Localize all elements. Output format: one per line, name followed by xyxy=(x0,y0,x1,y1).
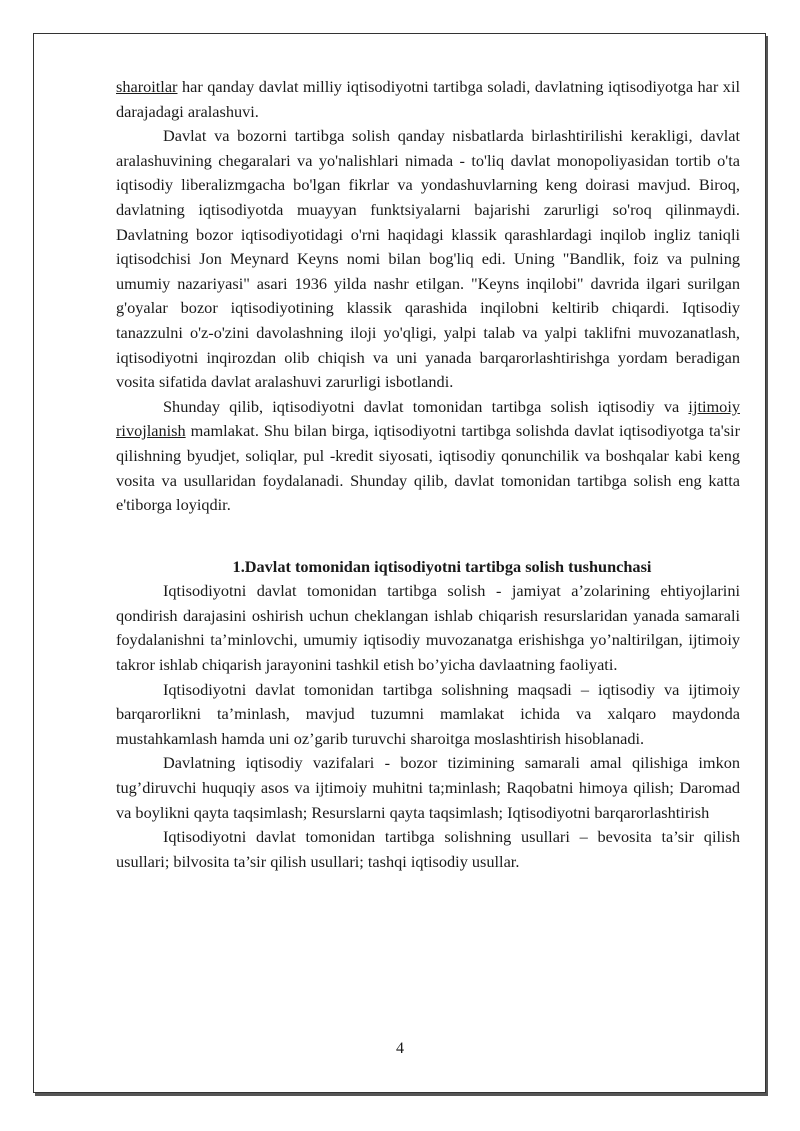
paragraph-1 xyxy=(116,75,740,124)
paragraph-3-text-before: Shunday qilib, iqtisodiyotni davlat tomonidan tartibga solish iqtisodiy va xyxy=(163,396,689,416)
paragraph-3-text-after: mamlakat. Shu bilan birga, iqtisodiyotni tartibga solishda davlat iqtisodiyotga ta'sir qilishning byudjet, soliqlar, pul -kredit siyosati, iqtisodiy qonunchilik va boshqalar kabi keng vosita va usullaridan foydalanadi. Shunday qilib, davlat tomonidan tartibga solish eng katta e'tiborga loyiqdir. xyxy=(116,421,740,515)
page-number: 4 xyxy=(396,1040,404,1057)
document-body xyxy=(116,75,740,874)
paragraph-1-text: har qanday davlat milliy iqtisodiyotni tartibga soladi, davlatning iqtisodiyotga har xil darajadagi aralashuvi. xyxy=(116,77,740,121)
paragraph-4: Iqtisodiyotni davlat tomonidan tartibga solish - jamiyat a’zolarining ehtiyojlarini qondirish darajasini oshirish uchun cheklangan ishlab chiqarish resurslaridan yanada samarali foydalanishni ta’minlovchi, umumiy iqtisodiy muvozanatga erishishga yo’naltirilgan, ijtimoiy takror ishlab chiqarish jarayonini tashkil etish bo’yicha davlaatning faoliyati. xyxy=(116,581,740,675)
section-heading: 1.Davlat tomonidan iqtisodiyotni tartibga solish tushunchasi xyxy=(232,556,652,576)
sharoitlar-link[interactable]: sharoitlar xyxy=(116,77,178,96)
paragraph-7: Iqtisodiyotni davlat tomonidan tartibga solishning usullari – bevosita ta’sir qilish usullari; bilvosita ta’sir qilish usullari; tashqi iqtisodiy usullar. xyxy=(116,827,740,871)
paragraph-5: Iqtisodiyotni davlat tomonidan tartibga solishning maqsadi – iqtisodiy va ijtimoiy barqarorlikni ta’minlash, mavjud tuzumni mamlakat ichida va xalqaro maydonda mustahkamlash hamda uni oz’garib turuvchi sharoitga moslashtirish hisoblanadi. xyxy=(116,679,740,748)
paragraph-3 xyxy=(116,395,740,518)
paragraph-6: Davlatning iqtisodiy vazifalari - bozor tizimining samarali amal qilishiga imkon tug’diruvchi huquqiy asos va ijtimoiy muhitni ta;minlash; Raqobatni himoya qilish; Daromad va boylikni qayta taqsimlash; Resurslarni qayta taqsimlash; Iqtisodiyotni barqarorlashtirish xyxy=(116,753,740,822)
ijtimoiy-rivojlanish-link[interactable]: ijtimoiy rivojlanish xyxy=(116,396,740,441)
paragraph-2: Davlat va bozorni tartibga solish qanday nisbatlarda birlashtirilishi kerakligi, davlat aralashuvining chegaralari va yo'nalishlari nimada - to'liq davlat monopoliyasidan tortib o'ta iqtisodiy liberalizmgacha bo'lgan fikrlar va yondashuvlarning keng doirasi mavjud. Biroq, davlatning iqtisodiyotda muayyan funktsiyalarni bajarishi zarurligi so'roq qilinmaydi. Davlatning bozor iqtisodiyotidagi o'rni haqidagi klassik qarashlardagi inqilob ingliz taniqli iqtisodchisi Jon Meynard Keyns nomi bilan bog'liq edi. Uning "Bandlik, foiz va pulning umumiy nazariyasi" asari 1936 yilda nashr etilgan. "Keyns inqilobi" davrida ilgari surilgan g'oyalar bozor iqtisodiyotining klassik qarashida inqilobni keltirib chiqardi. Iqtisodiy tanazzulni o'z-o'zini davolashning iloji yo'qligi, yalpi talab va yalpi taklifni muvozanatlash, iqtisodiyotni inqirozdan olib chiqish va uni yanada barqarorlashtirishga yordam beradigan vosita sifatida davlat aralashuvi zarurligi isbotlandi. xyxy=(116,126,740,392)
